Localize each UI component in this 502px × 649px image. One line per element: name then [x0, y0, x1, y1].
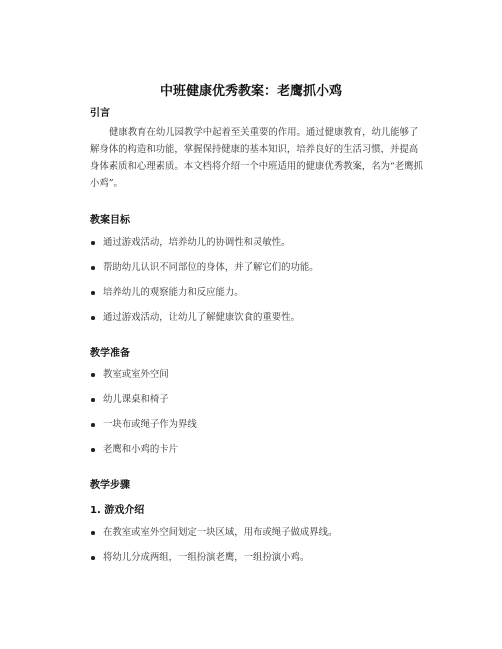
- list-item: 将幼儿分成两组，一组扮演老鹰，一组扮演小鸡。: [90, 551, 337, 576]
- steps-heading: 教学步骤: [90, 480, 130, 491]
- list-item: 教室或室外空间: [90, 368, 197, 393]
- list-item: 培养幼儿的观察能力和反应能力。: [90, 286, 319, 311]
- prep-list: [90, 368, 197, 468]
- list-item: 通过游戏活动，让幼儿了解健康饮食的重要性。: [90, 311, 319, 336]
- goals-heading: 教案目标: [90, 215, 130, 226]
- intro-heading: 引言: [90, 108, 110, 119]
- steps-sub1-heading: 1. 游戏介绍: [90, 505, 145, 516]
- list-item: 一块布或绳子作为界线: [90, 418, 197, 443]
- document-title: 中班健康优秀教案：老鹰抓小鸡: [159, 84, 342, 99]
- list-item: 老鹰和小鸡的卡片: [90, 443, 197, 468]
- prep-heading: 教学准备: [90, 348, 130, 359]
- steps-sub1-list: [90, 526, 337, 576]
- intro-paragraph: 健康教育在幼儿园教学中起着至关重要的作用。通过健康教育，幼儿能够了解身体的构造和功能，掌握保持健康的基本知识，培养良好的生活习惯，并提高身体素质和心理素质。本文档将介绍一个中班适用的健康优秀教案，名为“老鹰抓小鸡”。: [90, 127, 423, 189]
- list-item: 帮助幼儿认识不同部位的身体，并了解它们的功能。: [90, 261, 319, 286]
- goals-list: [90, 236, 319, 336]
- list-item: 通过游戏活动，培养幼儿的协调性和灵敏性。: [90, 236, 319, 261]
- list-item: 幼儿课桌和椅子: [90, 393, 197, 418]
- list-item: 在教室或室外空间划定一块区域，用布或绳子做成界线。: [90, 526, 337, 551]
